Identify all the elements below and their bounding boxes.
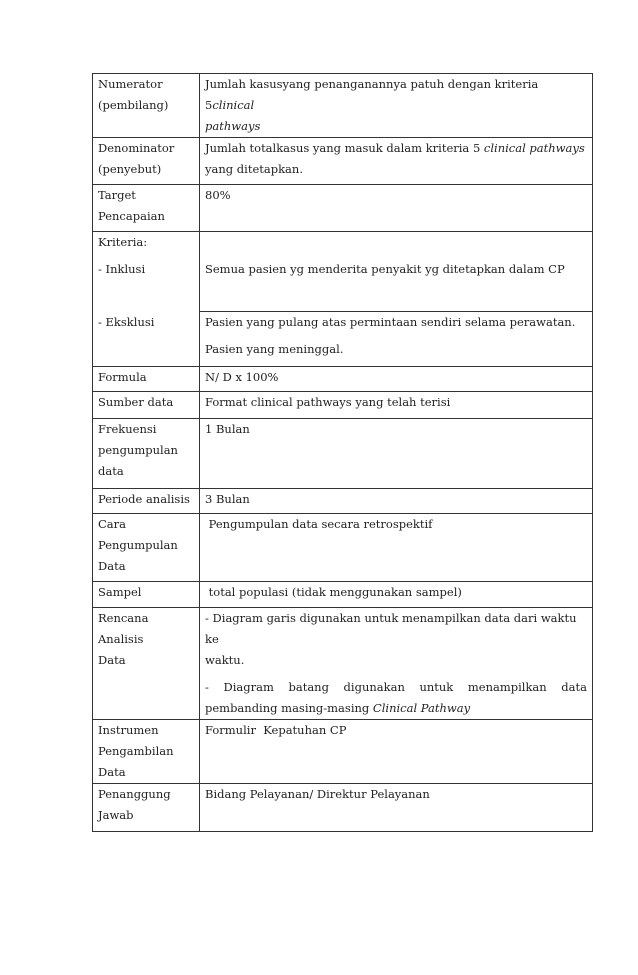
rencana-line-2: waktu. [205, 653, 245, 667]
row-label-sub: Jawab [98, 808, 134, 822]
label-cell [93, 312, 200, 367]
label-cell [93, 720, 200, 784]
value-cell [200, 720, 593, 784]
table-row-target [93, 185, 593, 232]
indicator-spec-table [92, 73, 593, 832]
table-row-denominator [93, 138, 593, 185]
table-row-eksklusi [93, 312, 593, 367]
value-cell [200, 608, 593, 720]
table-row-formula [93, 367, 593, 392]
row-value: 1 Bulan [205, 422, 250, 436]
row-label: Sumber data [98, 395, 174, 409]
table-row-frekuensi [93, 419, 593, 489]
row-label: Cara [98, 517, 127, 531]
eksklusi-value-2: Pasien yang meninggal. [205, 342, 344, 356]
row-label-sub: Pengambilan [98, 744, 174, 758]
row-label-sub: Data [98, 653, 126, 667]
row-label: Sampel [98, 585, 142, 599]
row-value-cont: yang ditetapkan. [205, 162, 303, 176]
row-value-cont [205, 116, 587, 137]
label-cell [93, 74, 200, 138]
row-label-sub: Data [98, 765, 126, 779]
label-cell [93, 582, 200, 608]
row-label: Penanggung [98, 787, 171, 801]
value-cell [200, 419, 593, 489]
row-value: total populasi (tidak menggunakan sampel) [205, 585, 462, 599]
numerator-em: clinical [212, 98, 255, 112]
value-cell [200, 312, 593, 367]
value-cell [200, 514, 593, 582]
rencana-line-4 [205, 698, 587, 719]
row-label: Frekuensi [98, 422, 157, 436]
value-cell [200, 489, 593, 514]
row-value: N/ D x 100% [205, 370, 279, 384]
label-cell [93, 608, 200, 720]
eksklusi-value-1: Pasien yang pulang atas permintaan sendiri selama perawatan. [205, 315, 576, 329]
label-cell [93, 514, 200, 582]
table-row-sampel [93, 582, 593, 608]
value-cell [200, 784, 593, 832]
table-row-periode [93, 489, 593, 514]
table-row-instrumen [93, 720, 593, 784]
row-value: 80% [205, 188, 231, 202]
table-row-penanggung [93, 784, 593, 832]
value-cell [200, 392, 593, 419]
label-cell [93, 367, 200, 392]
value-cell [200, 138, 593, 185]
rencana-line-3: - Diagram batang digunakan untuk menampilkan data [205, 680, 587, 694]
row-label-sub: (penyebut) [98, 162, 162, 176]
value-cell [200, 185, 593, 232]
spacer [205, 232, 587, 259]
row-label: Numerator [98, 77, 163, 91]
value-cell [200, 582, 593, 608]
table-row-kriteria [93, 232, 593, 312]
numerator-text: Jumlah kasusyang penanganannya patuh dengan kriteria 5 [205, 77, 539, 112]
row-label: Rencana Analisis [98, 611, 149, 646]
row-label-sub: pengumpulan [98, 443, 178, 457]
denominator-em: clinical pathways [483, 141, 585, 155]
row-value [205, 138, 587, 159]
row-label: Target [98, 188, 136, 202]
inklusi-value: Semua pasien yg menderita penyakit yg ditetapkan dalam CP [205, 262, 565, 276]
row-label-sub: (pembilang) [98, 98, 169, 112]
denominator-text: Jumlah totalkasus yang masuk dalam kriteria 5 [205, 141, 484, 155]
value-cell [200, 232, 593, 312]
table-row-numerator [93, 74, 593, 138]
row-label-sub: Data [98, 559, 126, 573]
label-cell [93, 784, 200, 832]
row-value: Bidang Pelayanan/ Direktur Pelayanan [205, 787, 430, 801]
label-cell [93, 138, 200, 185]
rencana-text: pembanding masing-masing [205, 701, 373, 715]
value-cell [200, 367, 593, 392]
row-value: Formulir Kepatuhan CP [205, 723, 347, 737]
row-label-sub: Pengumpulan [98, 538, 178, 552]
rencana-line-1: - Diagram garis digunakan untuk menampilkan data dari waktu ke [205, 611, 577, 646]
label-cell [93, 489, 200, 514]
row-label-sub: data [98, 464, 124, 478]
value-cell [200, 74, 593, 138]
table-row-rencana [93, 608, 593, 720]
label-cell [93, 232, 200, 312]
rencana-em: Clinical Pathway [372, 701, 471, 715]
row-label-sub: Pencapaian [98, 209, 165, 223]
row-label: Kriteria: [98, 235, 148, 249]
row-value: Pengumpulan data secara retrospektif [205, 517, 433, 531]
table-row-sumber-data [93, 392, 593, 419]
row-label: Formula [98, 370, 147, 384]
table-row-cara [93, 514, 593, 582]
row-label: Denominator [98, 141, 175, 155]
label-cell [93, 419, 200, 489]
row-value: Format clinical pathways yang telah terisi [205, 395, 451, 409]
row-label-eksklusi: - Eksklusi [98, 314, 155, 329]
label-cell [93, 392, 200, 419]
row-label-inklusi: - Inklusi [98, 262, 146, 276]
numerator-em-2: pathways [205, 119, 261, 133]
label-cell [93, 185, 200, 232]
row-value: 3 Bulan [205, 492, 250, 506]
row-label: Instrumen [98, 723, 159, 737]
row-label: Periode analisis [98, 492, 190, 506]
row-value [205, 74, 587, 116]
